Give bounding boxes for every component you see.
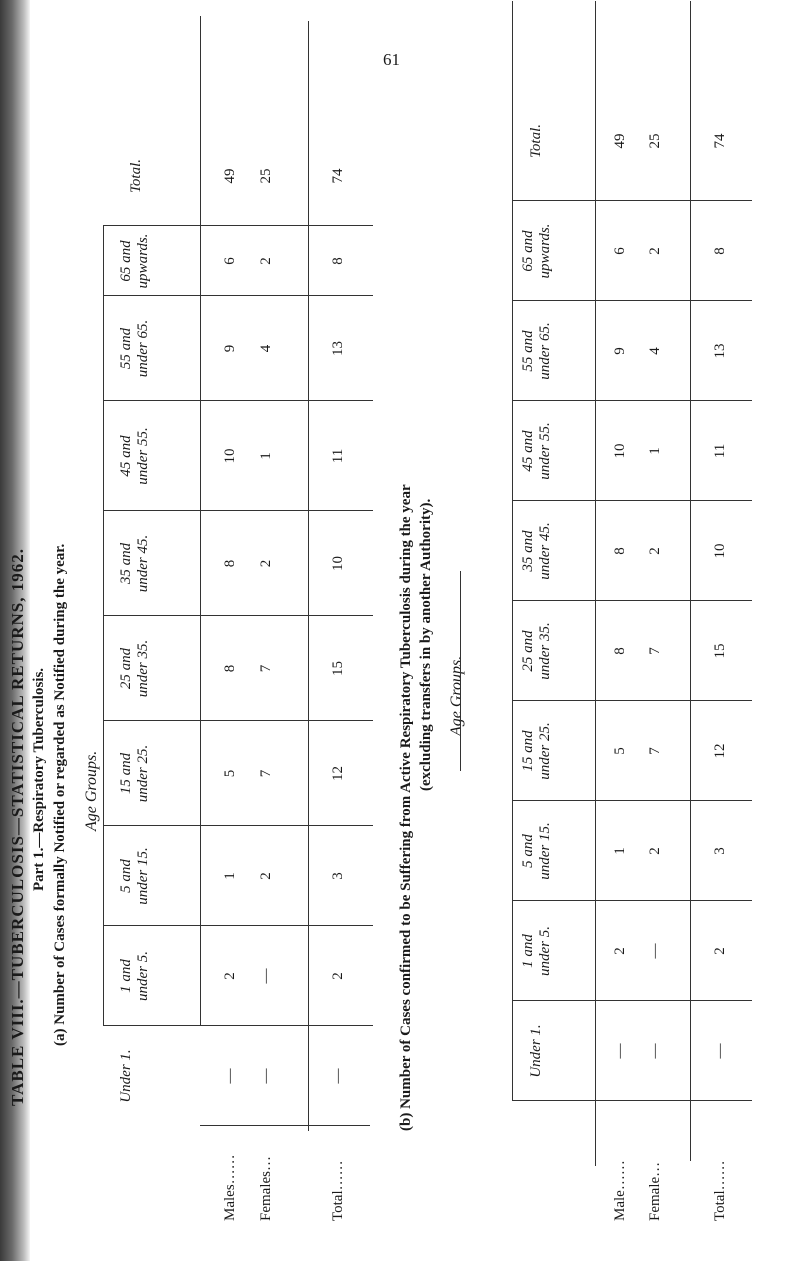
col-header: 35 and under 45. [118, 534, 151, 593]
cell: 10 [612, 443, 628, 459]
col-header-total: Total. [128, 158, 144, 194]
part-title: Part 1.—Respiratory Tuberculosis. [31, 667, 47, 891]
cell: 7 [258, 769, 274, 778]
cell: 2 [647, 847, 663, 855]
section-b-title: (b) Number of Cases confirmed to be Suffering from Active Respiratory Tuberculosis during the year [398, 484, 414, 1131]
cell: 2 [222, 972, 238, 980]
cell: 15 [330, 661, 346, 676]
cell: 9 [612, 347, 628, 355]
cell: 12 [712, 743, 728, 759]
cell: — [222, 1068, 238, 1084]
cell: 2 [712, 947, 728, 955]
section-a-title: (a) Number of Cases formally Notified or regarded as Notified during the year. [52, 543, 68, 1046]
cell: 2 [258, 559, 274, 568]
cell: 49 [222, 168, 238, 184]
row-label: Males…… [222, 1154, 238, 1221]
cell: 1 [647, 447, 663, 455]
cell: 25 [258, 168, 274, 184]
cell: 1 [222, 872, 238, 880]
col-header: 55 and under 65. [118, 319, 151, 378]
cell: 8 [222, 664, 238, 673]
page-number: 61 [383, 50, 400, 69]
table-a-rule [200, 16, 201, 1026]
col-header: 45 and under 55. [118, 427, 151, 485]
cell: 7 [647, 747, 663, 755]
cell: 2 [258, 872, 274, 880]
col-header: 65 and upwards. [520, 223, 553, 279]
col-header-total: Total. [528, 123, 544, 159]
cell: 7 [258, 664, 274, 673]
cell: 8 [612, 647, 628, 655]
cell: 8 [330, 257, 346, 265]
cell: — [647, 943, 663, 959]
cell: 13 [330, 341, 346, 356]
table-b-rule [595, 1, 596, 1166]
cell: — [258, 968, 274, 984]
row-label: Females… [258, 1156, 274, 1221]
age-groups-label-a: Age Groups. [83, 750, 100, 831]
cell: 1 [612, 847, 628, 855]
col-header: 15 and under 25. [520, 722, 553, 780]
cell: 2 [647, 547, 663, 555]
cell: 7 [647, 647, 663, 655]
cell: 3 [330, 872, 346, 880]
table-b-rule [460, 571, 461, 771]
row-label: Total…… [330, 1160, 346, 1221]
cell: 11 [712, 443, 728, 459]
row-label: Female… [647, 1161, 663, 1221]
cell: 6 [222, 257, 238, 265]
cell: 15 [712, 643, 728, 659]
cell: 2 [647, 247, 663, 255]
table-a-rule [103, 226, 104, 1026]
cell: 49 [612, 133, 628, 149]
col-header: 1 and under 5. [520, 926, 553, 976]
cell: 9 [222, 344, 238, 353]
cell: 11 [330, 448, 346, 464]
section-b-subtitle: (excluding transfers in by another Authority). [418, 498, 434, 791]
cell: 3 [712, 847, 728, 855]
cell: 12 [330, 766, 346, 781]
cell: 74 [712, 133, 728, 149]
cell: 8 [612, 547, 628, 555]
col-header: 25 and under 35. [520, 622, 553, 680]
cell: 8 [222, 559, 238, 568]
cell: — [612, 1043, 628, 1059]
col-header: 65 and upwards. [118, 233, 151, 289]
cell: 10 [222, 448, 238, 464]
col-header: 1 and under 5. [118, 951, 151, 1001]
cell: 1 [258, 452, 274, 460]
cell: 10 [712, 543, 728, 559]
cell: 74 [330, 168, 346, 184]
cell: 8 [712, 247, 728, 255]
col-header: 25 and under 35. [118, 639, 151, 698]
cell: 4 [258, 344, 274, 353]
cell: 2 [612, 947, 628, 955]
cell: 5 [222, 769, 238, 778]
col-header: 45 and under 55. [520, 422, 553, 480]
cell: — [647, 1043, 663, 1059]
col-header: 15 and under 25. [118, 744, 151, 803]
cell: 25 [647, 133, 663, 149]
cell: 5 [612, 747, 628, 755]
row-label: Male…… [612, 1160, 628, 1221]
age-groups-label-b: Age Groups. [448, 655, 465, 736]
cell: 2 [258, 257, 274, 265]
cell: 6 [612, 247, 628, 255]
cell: — [712, 1043, 728, 1059]
cell: 10 [330, 556, 346, 571]
table-title: TABLE VIII.—TUBERCULOSIS—STATISTICAL RETURNS, 1962. [8, 547, 27, 1106]
col-header: 5 and under 15. [520, 822, 553, 880]
cell: 13 [712, 343, 728, 359]
table-b-rule [690, 1, 691, 1161]
row-label: Total…… [712, 1160, 728, 1221]
col-header: Under 1. [528, 1024, 544, 1078]
cell: 4 [647, 347, 663, 355]
cell: 2 [330, 972, 346, 980]
table-a-rule [308, 21, 309, 1131]
table-b-rule [512, 1, 513, 1101]
col-header: 35 and under 45. [520, 522, 553, 580]
cell: — [330, 1068, 346, 1084]
col-header: Under 1. [118, 1049, 134, 1103]
col-header: 5 and under 15. [118, 847, 151, 905]
cell: — [258, 1068, 274, 1084]
col-header: 55 and under 65. [520, 322, 553, 380]
